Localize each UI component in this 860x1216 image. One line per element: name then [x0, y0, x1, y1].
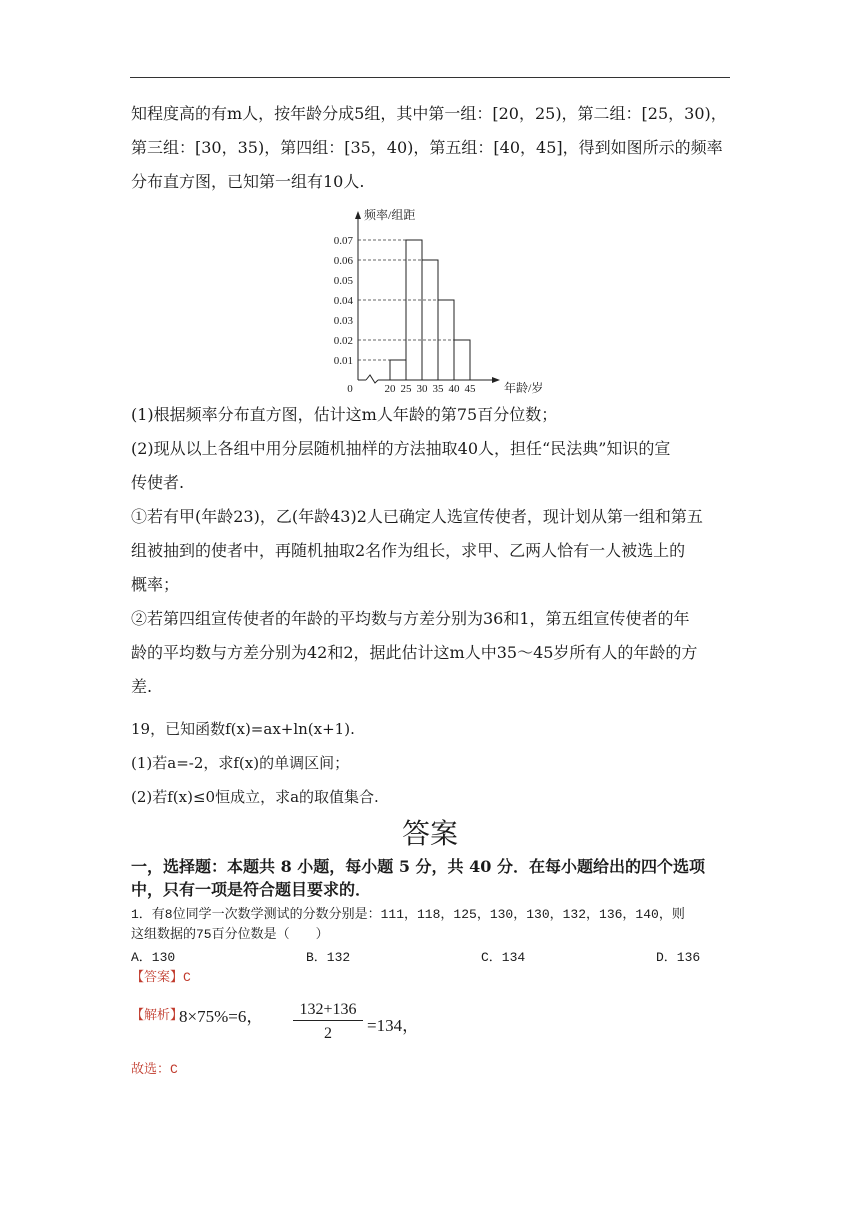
option-c: C．134 [481, 950, 526, 965]
y-tick-label: 0.07 [333, 235, 353, 247]
analysis-tag: 【解析】 [131, 1008, 184, 1023]
p18-intro-line2: 第三组：[30，35)，第四组：[35，40)，第五组：[40，45]，得到如图所示的频率 [131, 138, 723, 157]
p18-question-2b-line1: ②若第四组宣传使者的年龄的平均数与方差分别为36和1，第五组宣传使者的年 [131, 609, 690, 628]
answer-q1-line1: 1．有8位同学一次数学测试的分数分别是：111，118，125，130，130，132，136，140，则 [131, 907, 685, 922]
conclusion: 故选：C [131, 1062, 178, 1077]
p18-question-2b-line3: 差. [131, 677, 153, 696]
histogram-bar [390, 360, 406, 380]
y-tick-label: 0.02 [333, 335, 353, 347]
y-tick-label: 0.06 [333, 255, 353, 267]
option-a: A．130 [131, 950, 176, 965]
histogram-bar [406, 240, 422, 380]
x-tick-label: 35 [432, 383, 444, 395]
answers-title: 答案 [401, 817, 458, 850]
x-tick-label: 45 [464, 383, 476, 395]
answer-q1-line2: 这组数据的75百分位数是（ ） [131, 927, 329, 942]
formula-numerator: 132+136 [293, 1000, 363, 1021]
x-axis-label: 年龄/岁 [504, 381, 544, 395]
y-axis-label: 频率/组距 [364, 208, 416, 222]
p18-question-2-line2: 传使者. [131, 473, 185, 492]
x-tick-label: 40 [448, 383, 460, 395]
formula-denominator: 2 [324, 1025, 332, 1042]
p18-question-2-line1: (2)现从以上各组中用分层随机抽样的方法抽取40人，担任“民法典”知识的宣 [131, 439, 671, 458]
y-tick-label: 0.03 [333, 315, 353, 327]
p18-question-2a-line3: 概率； [131, 575, 180, 594]
header-rule [130, 77, 730, 78]
p18-question-2b-line2: 龄的平均数与方差分别为42和2，据此估计这m人中35～45岁所有人的年龄的方 [131, 643, 698, 662]
formula-result: =134， [367, 1016, 420, 1035]
p18-question-1: (1)根据频率分布直方图，估计这m人年龄的第75百分位数； [131, 405, 558, 424]
x-tick-label: 25 [400, 383, 412, 395]
axis-break [366, 375, 378, 383]
p19-question-2: (2)若f(x)≤0恒成立，求a的取值集合. [131, 788, 379, 806]
option-b: B．132 [306, 950, 351, 965]
p18-question-2a-line1: ①若有甲(年龄23)，乙(年龄43)2人已确定人选宣传使者，现计划从第一组和第五 [131, 507, 703, 526]
x-tick-label: 30 [416, 383, 428, 395]
x-tick-label: 20 [384, 383, 396, 395]
y-axis-arrow [355, 211, 361, 219]
section-heading-line2: 中，只有一项是符合题目要求的． [131, 880, 372, 899]
x-axis-arrow [492, 377, 500, 383]
p19-question-1: (1)若a=-2，求f(x)的单调区间； [131, 754, 350, 772]
p18-intro-line3: 分布直方图，已知第一组有10人. [131, 172, 365, 191]
y-tick-label: 0.05 [333, 275, 353, 287]
y-tick-label: 0.01 [333, 355, 353, 367]
answer-tag: 【答案】 [131, 970, 184, 985]
p18-question-2a-line2: 组被抽到的使者中，再随机抽取2名作为组长，求甲、乙两人恰有一人被选上的 [131, 541, 686, 560]
formula-part1: 8×75%=6， [179, 1007, 264, 1026]
p19-stem: 19，已知函数f(x)=ax+ln(x+1). [131, 720, 355, 738]
origin-label: 0 [347, 383, 353, 395]
p18-intro-line1: 知程度高的有m人，按年龄分成5组，其中第一组：[20，25)，第二组：[25，30)， [131, 104, 727, 123]
histogram-bar [422, 260, 438, 380]
option-d: D．136 [656, 950, 701, 965]
section-heading-line1: 一，选择题：本题共 8 小题，每小题 5 分，共 40 分．在每小题给出的四个选项 [131, 857, 705, 876]
histogram-bar [454, 340, 470, 380]
answer-value: C [183, 970, 191, 985]
y-tick-label: 0.04 [333, 295, 353, 307]
answer-line [131, 968, 731, 988]
frequency-histogram [320, 205, 580, 395]
